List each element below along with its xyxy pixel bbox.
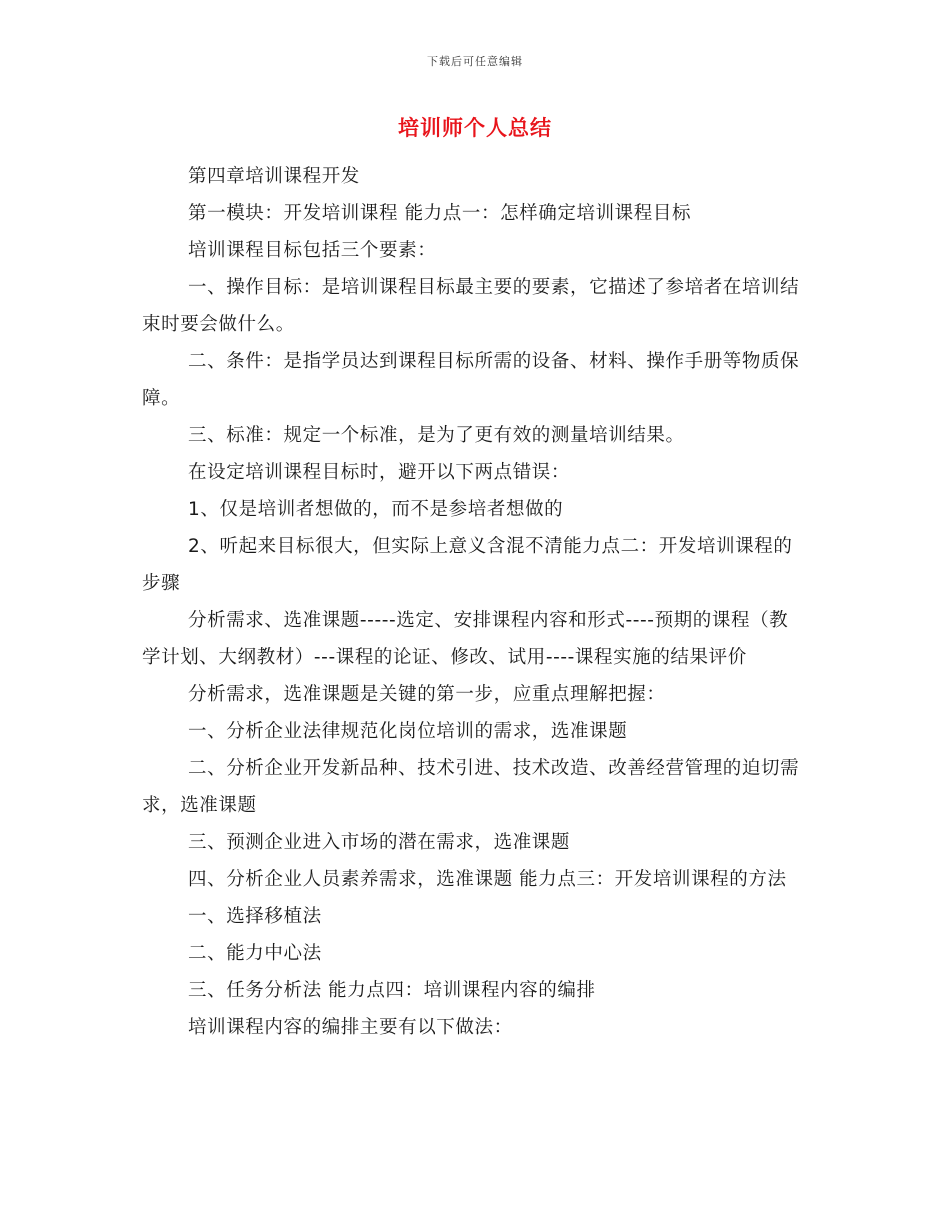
document-title: 培训师个人总结 (398, 116, 552, 140)
paragraph: 第一模块：开发培训课程 能力点一：怎样确定培训课程目标 (188, 203, 692, 224)
paragraph: 分析需求、选准课题-----选定、安排课程内容和形式----预期的课程（教学计划、大纲教材）---课程的论证、修改、试用----课程实施的结果评价 (142, 610, 789, 668)
paragraph: 培训课程目标包括三个要素： (188, 240, 437, 261)
paragraph: 三、标准：规定一个标准，是为了更有效的测量培训结果。 (188, 425, 685, 446)
paragraph: 一、分析企业法律规范化岗位培训的需求，选准课题 (188, 721, 628, 742)
paragraph: 三、任务分析法 能力点四：培训课程内容的编排 (188, 980, 596, 1001)
paragraph: 一、选择移植法 (188, 906, 322, 927)
header-note: 下载后可任意编辑 (427, 55, 523, 68)
paragraph: 一、操作目标：是培训课程目标最主要的要素，它描述了参培者在培训结束时要会做什么。 (142, 277, 800, 335)
paragraph: 四、分析企业人员素养需求，选准课题 能力点三：开发培训课程的方法 (188, 869, 787, 890)
paragraph: 培训课程内容的编排主要有以下做法： (188, 1017, 513, 1038)
paragraph: 1、仅是培训者想做的，而不是参培者想做的 (188, 499, 564, 520)
paragraph: 二、能力中心法 (188, 943, 322, 964)
paragraph: 在设定培训课程目标时，避开以下两点错误： (188, 462, 571, 483)
document-body (142, 158, 807, 1046)
paragraph: 分析需求，选准课题是关键的第一步，应重点理解把握： (188, 684, 666, 705)
paragraph: 2、听起来目标很大，但实际上意义含混不清能力点二：开发培训课程的步骤 (142, 536, 793, 594)
paragraph: 第四章培训课程开发 (188, 166, 360, 187)
paragraph: 三、预测企业进入市场的潜在需求，选准课题 (188, 832, 571, 853)
paragraph: 二、分析企业开发新品种、技术引进、技术改造、改善经营管理的迫切需求，选准课题 (142, 758, 800, 816)
paragraph: 二、条件：是指学员达到课程目标所需的设备、材料、操作手册等物质保障。 (142, 351, 800, 409)
